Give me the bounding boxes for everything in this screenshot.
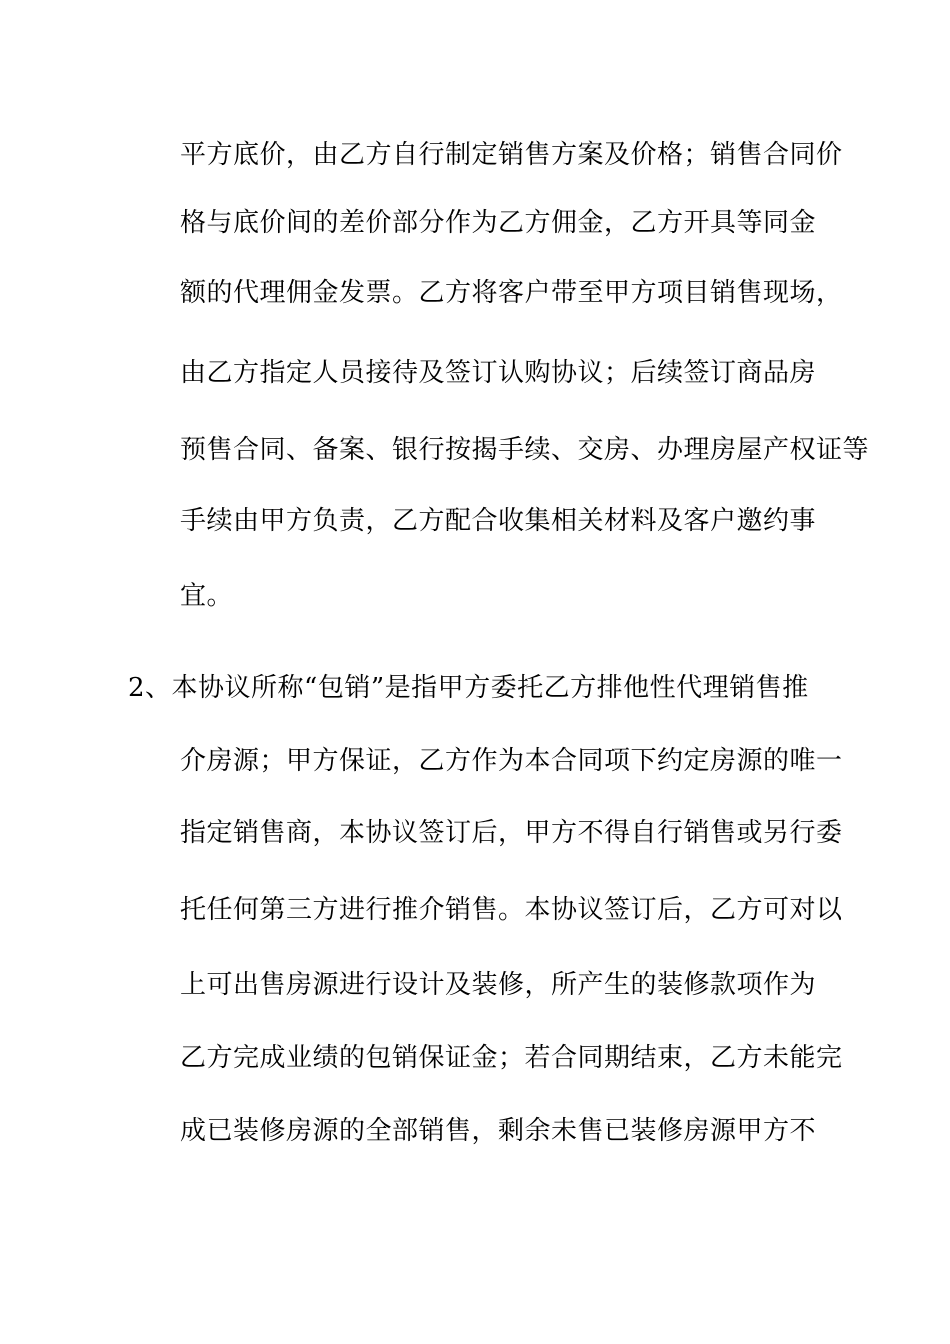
paragraph-2-line-4: 托任何第三方进行推介销售。本协议签订后，乙方可对以: [180, 895, 843, 925]
paragraph-1-line-4: 由乙方指定人员接待及签订认购协议；后续签订商品房: [180, 358, 817, 388]
paragraph-2-line-6: 乙方完成业绩的包销保证金；若合同期结束，乙方未能完: [180, 1043, 843, 1073]
paragraph-1-line-3: 额的代理佣金发票。乙方将客户带至甲方项目销售现场，: [180, 278, 843, 308]
paragraph-1-line-2: 格与底价间的差价部分作为乙方佣金，乙方开具等同金: [180, 208, 817, 238]
paragraph-2-line-1: 2、本协议所称“包销”是指甲方委托乙方排他性代理销售推: [128, 673, 809, 703]
paragraph-1-line-7: 宜。: [180, 581, 234, 611]
paragraph-2-line-5: 上可出售房源进行设计及装修，所产生的装修款项作为: [180, 970, 817, 1000]
paragraph-1-line-1: 平方底价，由乙方自行制定销售方案及价格；销售合同价: [180, 140, 843, 170]
paragraph-1-line-6: 手续由甲方负责，乙方配合收集相关材料及客户邀约事: [180, 506, 817, 536]
paragraph-2-line-2: 介房源；甲方保证，乙方作为本合同项下约定房源的唯一: [180, 746, 843, 776]
paragraph-1-line-5: 预售合同、备案、银行按揭手续、交房、办理房屋产权证等: [180, 435, 870, 465]
paragraph-2-line-3: 指定销售商，本协议签订后，甲方不得自行销售或另行委: [180, 818, 843, 848]
paragraph-2-line-7: 成已装修房源的全部销售，剩余未售已装修房源甲方不: [180, 1116, 817, 1146]
